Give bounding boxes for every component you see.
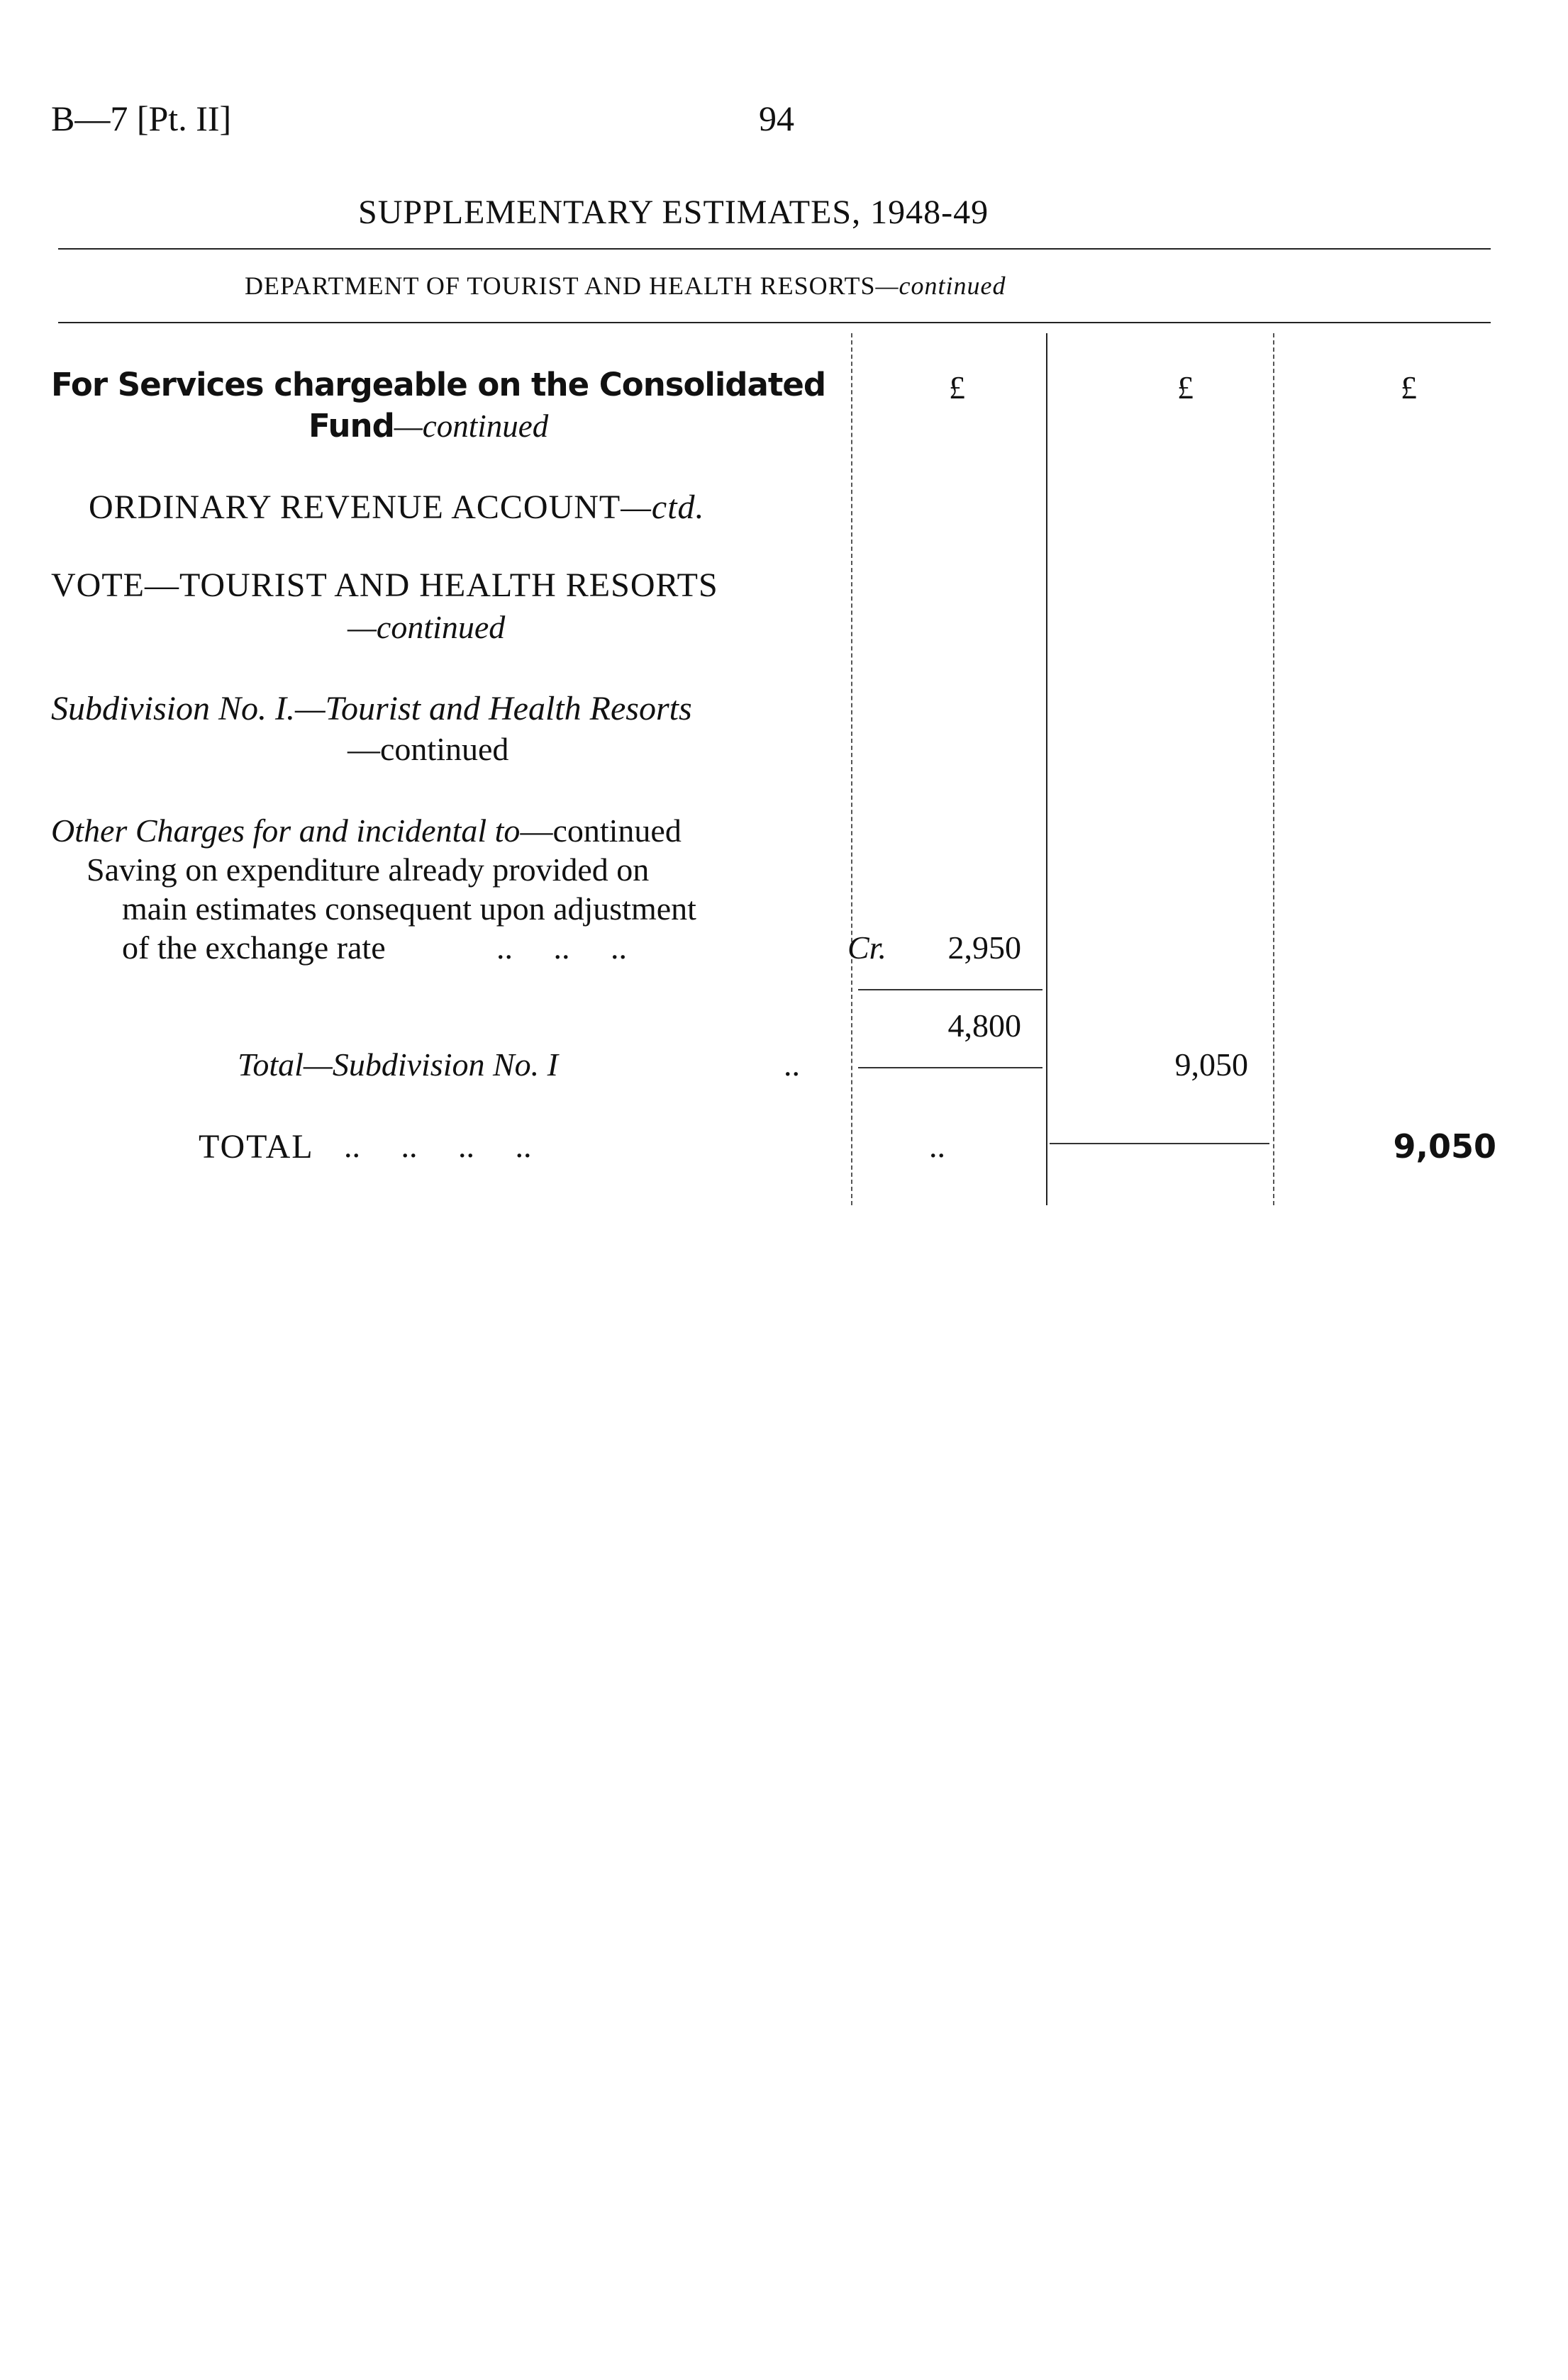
saving-amount: 2,950	[947, 929, 1021, 966]
department-continued: —continued	[875, 272, 1006, 300]
saving-item-line2: main estimates consequent upon adjustment	[122, 890, 696, 927]
column-divider-3	[1273, 333, 1274, 1205]
vote-heading: VOTE—TOURIST AND HEALTH RESORTS	[51, 566, 718, 604]
saving-item-line3: of the exchange rate	[122, 929, 386, 966]
department-rule	[58, 322, 1491, 323]
other-charges-label: Other Charges for and incidental to	[51, 812, 521, 849]
page-ref: B—7 [Pt. II]	[51, 99, 232, 138]
title-rule	[58, 248, 1491, 250]
total-rule	[1050, 1143, 1269, 1144]
total-col1-leader: ..	[929, 1128, 945, 1164]
total-subdivision-leader: ..	[784, 1046, 800, 1083]
column-divider-1	[851, 333, 852, 1205]
column-heading-1: £	[949, 369, 965, 406]
subtotal-lower-rule	[858, 1067, 1042, 1068]
total-leader: .. .. .. ..	[344, 1128, 532, 1164]
total-amount: 9,050	[1393, 1127, 1496, 1166]
services-heading-line2	[308, 407, 548, 445]
total-subdivision-label: Total—Subdivision No. I	[238, 1046, 558, 1083]
column-divider-2	[1046, 333, 1047, 1205]
saving-item-leader: .. .. ..	[496, 929, 627, 966]
saving-item-line1: Saving on expenditure already provided on	[87, 851, 650, 888]
department-name: DEPARTMENT OF TOURIST AND HEALTH RESORTS	[245, 272, 876, 300]
ordinary-revenue-ctd: —ctd.	[621, 488, 705, 526]
subtotal-amount: 4,800	[947, 1007, 1021, 1044]
services-heading-line1: For Services chargeable on the Consolidated	[51, 366, 826, 403]
column-heading-3: £	[1401, 369, 1417, 406]
page-number: 94	[759, 99, 794, 138]
services-fund: Fund	[308, 407, 394, 445]
column-heading-2: £	[1177, 369, 1194, 406]
services-continued: —continued	[394, 408, 549, 444]
ordinary-revenue-heading	[89, 488, 705, 527]
department-heading	[245, 271, 1006, 301]
total-label: TOTAL	[199, 1128, 314, 1166]
subdivision-continued: —continued	[347, 731, 509, 767]
subdivision-heading: Subdivision No. I.—Tourist and Health Resorts	[51, 690, 692, 727]
saving-credit-prefix: Cr.	[847, 929, 886, 966]
other-charges-continued: —continued	[520, 812, 682, 849]
document-title: SUPPLEMENTARY ESTIMATES, 1948-49	[358, 194, 989, 231]
ordinary-revenue-label: ORDINARY REVENUE ACCOUNT	[89, 488, 621, 526]
other-charges-heading	[51, 812, 682, 849]
total-subdivision-amount: 9,050	[1174, 1046, 1248, 1083]
vote-continued: —continued	[347, 609, 506, 645]
subtotal-rule	[858, 989, 1042, 990]
